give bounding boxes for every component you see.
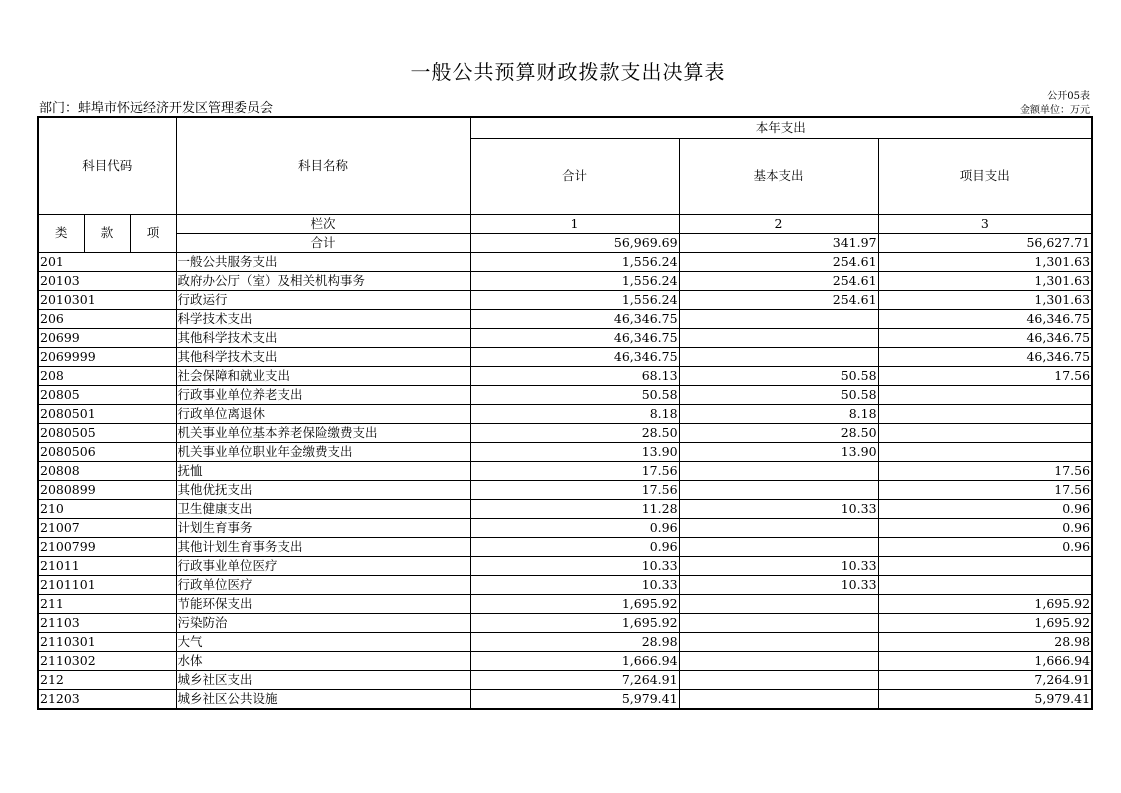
- row-basic: [679, 347, 878, 366]
- table-row: [38, 556, 1092, 575]
- table-row: [38, 290, 1092, 309]
- row-project: 46,346.75: [878, 328, 1092, 347]
- table-row: [38, 366, 1092, 385]
- row-name: 机关事业单位职业年金缴费支出: [176, 442, 470, 461]
- row-total: 1,556.24: [470, 290, 679, 309]
- row-basic: [679, 613, 878, 632]
- table-row: [38, 404, 1092, 423]
- row-total: 5,979.41: [470, 689, 679, 709]
- table-row: [38, 537, 1092, 556]
- row-name: 卫生健康支出: [176, 499, 470, 518]
- row-code: 212: [38, 670, 176, 689]
- row-name: 计划生育事务: [176, 518, 470, 537]
- total-row-label: 合计: [176, 233, 470, 252]
- row-code: 2080505: [38, 423, 176, 442]
- row-name: 城乡社区公共设施: [176, 689, 470, 709]
- row-name: 科学技术支出: [176, 309, 470, 328]
- expenditure-table: [37, 116, 1093, 710]
- table-row: [38, 651, 1092, 670]
- row-project: 46,346.75: [878, 347, 1092, 366]
- header-total: 合计: [470, 138, 679, 214]
- row-total: 10.33: [470, 575, 679, 594]
- row-total: 0.96: [470, 537, 679, 556]
- row-project: [878, 442, 1092, 461]
- row-total: 8.18: [470, 404, 679, 423]
- row-total: 46,346.75: [470, 347, 679, 366]
- row-code: 201: [38, 252, 176, 271]
- row-code: 21011: [38, 556, 176, 575]
- table-row: [38, 575, 1092, 594]
- row-basic: [679, 328, 878, 347]
- table-row: [38, 461, 1092, 480]
- row-code: 210: [38, 499, 176, 518]
- row-basic: 50.58: [679, 385, 878, 404]
- row-name: 其他优抚支出: [176, 480, 470, 499]
- row-name: 行政事业单位医疗: [176, 556, 470, 575]
- row-name: 一般公共服务支出: [176, 252, 470, 271]
- table-row: [38, 613, 1092, 632]
- table-row: [38, 689, 1092, 709]
- header-lanci: 栏次: [176, 214, 470, 233]
- row-code: 20805: [38, 385, 176, 404]
- header-col2: 2: [679, 214, 878, 233]
- row-total: 1,695.92: [470, 613, 679, 632]
- row-name: 其他科学技术支出: [176, 347, 470, 366]
- header-subject-code: 科目代码: [38, 117, 176, 214]
- header-basic: 基本支出: [679, 138, 878, 214]
- table-row: [38, 328, 1092, 347]
- row-project: 7,264.91: [878, 670, 1092, 689]
- row-project: 1,301.63: [878, 271, 1092, 290]
- row-project: 0.96: [878, 499, 1092, 518]
- header-project: 项目支出: [878, 138, 1092, 214]
- row-total: 28.98: [470, 632, 679, 651]
- row-total: 17.56: [470, 461, 679, 480]
- row-project: [878, 423, 1092, 442]
- row-total: 1,666.94: [470, 651, 679, 670]
- row-basic: [679, 594, 878, 613]
- row-name: 政府办公厅（室）及相关机构事务: [176, 271, 470, 290]
- row-code: 2110301: [38, 632, 176, 651]
- row-basic: [679, 537, 878, 556]
- row-project: 1,695.92: [878, 594, 1092, 613]
- row-total: 10.33: [470, 556, 679, 575]
- table-row: [38, 594, 1092, 613]
- row-code: 211: [38, 594, 176, 613]
- row-project: [878, 404, 1092, 423]
- row-total: 7,264.91: [470, 670, 679, 689]
- row-total: 13.90: [470, 442, 679, 461]
- row-project: 17.56: [878, 461, 1092, 480]
- row-project: 0.96: [878, 537, 1092, 556]
- row-name: 行政运行: [176, 290, 470, 309]
- department-label: 部门：蚌埠市怀远经济开发区管理委员会: [39, 101, 274, 116]
- row-basic: 254.61: [679, 252, 878, 271]
- header-kuan: 款: [84, 214, 130, 252]
- row-total: 46,346.75: [470, 328, 679, 347]
- row-basic: 254.61: [679, 271, 878, 290]
- row-total: 50.58: [470, 385, 679, 404]
- row-code: 21103: [38, 613, 176, 632]
- row-basic: [679, 309, 878, 328]
- row-basic: [679, 670, 878, 689]
- row-name: 其他计划生育事务支出: [176, 537, 470, 556]
- row-basic: 254.61: [679, 290, 878, 309]
- row-project: 1,301.63: [878, 290, 1092, 309]
- row-project: 28.98: [878, 632, 1092, 651]
- row-name: 抚恤: [176, 461, 470, 480]
- row-basic: 10.33: [679, 499, 878, 518]
- row-total: 46,346.75: [470, 309, 679, 328]
- total-row-basic: 341.97: [679, 233, 878, 252]
- table-row: [38, 442, 1092, 461]
- row-code: 21203: [38, 689, 176, 709]
- row-basic: 8.18: [679, 404, 878, 423]
- form-code: 公开05表: [1047, 91, 1090, 102]
- row-name: 水体: [176, 651, 470, 670]
- row-name: 大气: [176, 632, 470, 651]
- row-code: 20103: [38, 271, 176, 290]
- row-code: 2069999: [38, 347, 176, 366]
- row-basic: 50.58: [679, 366, 878, 385]
- table-row: [38, 632, 1092, 651]
- row-code: 21007: [38, 518, 176, 537]
- row-code: 2010301: [38, 290, 176, 309]
- total-row-total: 56,969.69: [470, 233, 679, 252]
- row-basic: [679, 461, 878, 480]
- row-name: 城乡社区支出: [176, 670, 470, 689]
- header-xiang: 项: [130, 214, 176, 252]
- row-total: 1,695.92: [470, 594, 679, 613]
- table-row: [38, 499, 1092, 518]
- row-project: [878, 575, 1092, 594]
- row-basic: [679, 480, 878, 499]
- row-code: 206: [38, 309, 176, 328]
- total-row-project: 56,627.71: [878, 233, 1092, 252]
- row-name: 机关事业单位基本养老保险缴费支出: [176, 423, 470, 442]
- row-total: 1,556.24: [470, 271, 679, 290]
- row-code: 208: [38, 366, 176, 385]
- report-title: 一般公共预算财政拨款支出决算表: [410, 60, 726, 84]
- total-row: [38, 233, 1092, 252]
- row-name: 节能环保支出: [176, 594, 470, 613]
- row-basic: 10.33: [679, 575, 878, 594]
- row-total: 0.96: [470, 518, 679, 537]
- header-col1: 1: [470, 214, 679, 233]
- header-subject-name: 科目名称: [176, 117, 470, 214]
- row-basic: 28.50: [679, 423, 878, 442]
- row-project: 1,695.92: [878, 613, 1092, 632]
- row-name: 其他科学技术支出: [176, 328, 470, 347]
- amount-unit: 金额单位：万元: [1020, 105, 1090, 116]
- row-basic: [679, 651, 878, 670]
- table-row: [38, 518, 1092, 537]
- row-code: 20699: [38, 328, 176, 347]
- table-row: [38, 670, 1092, 689]
- row-basic: 10.33: [679, 556, 878, 575]
- row-basic: 13.90: [679, 442, 878, 461]
- row-name: 行政单位离退休: [176, 404, 470, 423]
- row-code: 2100799: [38, 537, 176, 556]
- table-row: [38, 423, 1092, 442]
- row-basic: [679, 689, 878, 709]
- row-total: 68.13: [470, 366, 679, 385]
- row-basic: [679, 518, 878, 537]
- row-project: 17.56: [878, 480, 1092, 499]
- report-table-frame: [37, 116, 1091, 710]
- row-code: 2080501: [38, 404, 176, 423]
- row-basic: [679, 632, 878, 651]
- table-row: [38, 480, 1092, 499]
- table-row: [38, 252, 1092, 271]
- row-code: 2080899: [38, 480, 176, 499]
- row-total: 28.50: [470, 423, 679, 442]
- row-project: 1,666.94: [878, 651, 1092, 670]
- row-project: 1,301.63: [878, 252, 1092, 271]
- row-name: 行政单位医疗: [176, 575, 470, 594]
- row-total: 1,556.24: [470, 252, 679, 271]
- row-project: 0.96: [878, 518, 1092, 537]
- row-project: [878, 556, 1092, 575]
- header-col3: 3: [878, 214, 1092, 233]
- row-code: 2080506: [38, 442, 176, 461]
- row-project: [878, 385, 1092, 404]
- table-row: [38, 385, 1092, 404]
- header-current-year: 本年支出: [470, 117, 1092, 138]
- row-name: 行政事业单位养老支出: [176, 385, 470, 404]
- table-row: [38, 347, 1092, 366]
- row-code: 2101101: [38, 575, 176, 594]
- table-row: [38, 309, 1092, 328]
- row-name: 污染防治: [176, 613, 470, 632]
- row-project: 17.56: [878, 366, 1092, 385]
- row-code: 20808: [38, 461, 176, 480]
- row-total: 17.56: [470, 480, 679, 499]
- row-name: 社会保障和就业支出: [176, 366, 470, 385]
- row-total: 11.28: [470, 499, 679, 518]
- row-code: 2110302: [38, 651, 176, 670]
- row-project: 5,979.41: [878, 689, 1092, 709]
- table-row: [38, 271, 1092, 290]
- row-project: 46,346.75: [878, 309, 1092, 328]
- header-lei: 类: [38, 214, 84, 252]
